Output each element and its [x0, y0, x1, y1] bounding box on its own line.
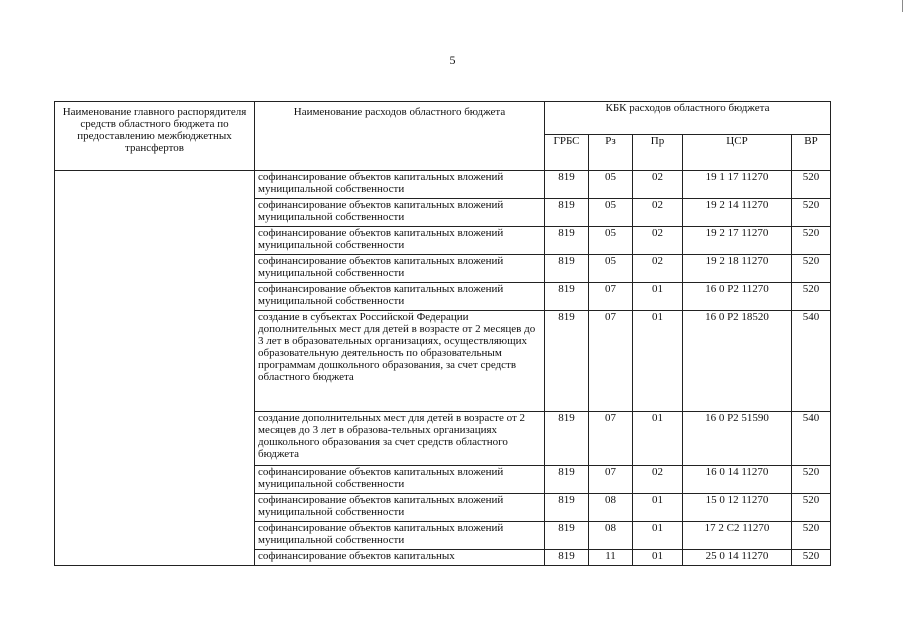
expense-name-cell: софинансирование объектов капитальных вложений муниципальной собственности [255, 171, 545, 199]
rz-cell: 11 [589, 550, 633, 566]
scan-edge-mark [902, 0, 903, 12]
pr-cell: 01 [633, 522, 683, 550]
header-recipient: Наименование главного распорядителя средств областного бюджета по предоставлению межбюджетных трансфертов [55, 102, 255, 171]
csr-cell: 25 0 14 11270 [683, 550, 792, 566]
grbs-cell: 819 [545, 466, 589, 494]
grbs-cell: 819 [545, 255, 589, 283]
header-expense-name: Наименование расходов областного бюджета [255, 102, 545, 171]
vr-cell: 520 [792, 227, 831, 255]
expense-name-cell: создание в субъектах Российской Федерации дополнительных мест для детей в возрасте от 2 месяцев до 3 лет в образовательных организациях, осуществляющих образовательную деятельность по образовательным программам дошкольного образования, за счет средств областного бюджета [255, 311, 545, 412]
vr-cell: 520 [792, 199, 831, 227]
vr-cell: 520 [792, 283, 831, 311]
grbs-cell: 819 [545, 522, 589, 550]
expense-name-cell: софинансирование объектов капитальных [255, 550, 545, 566]
csr-cell: 19 2 14 11270 [683, 199, 792, 227]
csr-cell: 19 2 17 11270 [683, 227, 792, 255]
grbs-cell: 819 [545, 199, 589, 227]
vr-cell: 540 [792, 412, 831, 466]
grbs-cell: 819 [545, 494, 589, 522]
csr-cell: 19 1 17 11270 [683, 171, 792, 199]
expense-name-cell: софинансирование объектов капитальных вложений муниципальной собственности [255, 283, 545, 311]
csr-cell: 16 0 P2 51590 [683, 412, 792, 466]
expense-name-cell: софинансирование объектов капитальных вложений муниципальной собственности [255, 199, 545, 227]
csr-cell: 16 0 P2 11270 [683, 283, 792, 311]
vr-cell: 540 [792, 311, 831, 412]
rz-cell: 05 [589, 199, 633, 227]
pr-cell: 02 [633, 171, 683, 199]
pr-cell: 02 [633, 227, 683, 255]
vr-cell: 520 [792, 466, 831, 494]
rz-cell: 08 [589, 522, 633, 550]
expense-name-cell: софинансирование объектов капитальных вложений муниципальной собственности [255, 227, 545, 255]
table-row [55, 171, 831, 199]
vr-cell: 520 [792, 494, 831, 522]
grbs-cell: 819 [545, 550, 589, 566]
budget-table [54, 101, 831, 566]
rz-cell: 07 [589, 466, 633, 494]
grbs-cell: 819 [545, 311, 589, 412]
grbs-cell: 819 [545, 171, 589, 199]
page-number: 5 [449, 53, 456, 67]
pr-cell: 01 [633, 550, 683, 566]
rz-cell: 08 [589, 494, 633, 522]
vr-cell: 520 [792, 171, 831, 199]
header-vr: ВР [792, 135, 831, 171]
pr-cell: 02 [633, 466, 683, 494]
expense-name-cell: софинансирование объектов капитальных вложений муниципальной собственности [255, 255, 545, 283]
csr-cell: 16 0 14 11270 [683, 466, 792, 494]
vr-cell: 520 [792, 550, 831, 566]
recipient-cell [55, 171, 255, 566]
header-pr: Пр [633, 135, 683, 171]
grbs-cell: 819 [545, 227, 589, 255]
pr-cell: 02 [633, 199, 683, 227]
csr-cell: 16 0 P2 18520 [683, 311, 792, 412]
pr-cell: 02 [633, 255, 683, 283]
header-kbk-group: КБК расходов областного бюджета [545, 102, 831, 135]
grbs-cell: 819 [545, 283, 589, 311]
csr-cell: 19 2 18 11270 [683, 255, 792, 283]
rz-cell: 07 [589, 283, 633, 311]
pr-cell: 01 [633, 283, 683, 311]
rz-cell: 05 [589, 255, 633, 283]
csr-cell: 17 2 C2 11270 [683, 522, 792, 550]
pr-cell: 01 [633, 311, 683, 412]
vr-cell: 520 [792, 522, 831, 550]
pr-cell: 01 [633, 412, 683, 466]
expense-name-cell: софинансирование объектов капитальных вложений муниципальной собственности [255, 494, 545, 522]
expense-name-cell: создание дополнительных мест для детей в возрасте от 2 месяцев до 3 лет в образова-тельных организациях дошкольного образования за счет средств областного бюджета [255, 412, 545, 466]
header-rz: Рз [589, 135, 633, 171]
pr-cell: 01 [633, 494, 683, 522]
rz-cell: 05 [589, 171, 633, 199]
header-csr: ЦСР [683, 135, 792, 171]
header-grbs: ГРБС [545, 135, 589, 171]
rz-cell: 07 [589, 412, 633, 466]
expense-name-cell: софинансирование объектов капитальных вложений муниципальной собственности [255, 522, 545, 550]
grbs-cell: 819 [545, 412, 589, 466]
csr-cell: 15 0 12 11270 [683, 494, 792, 522]
expense-name-cell: софинансирование объектов капитальных вложений муниципальной собственности [255, 466, 545, 494]
rz-cell: 05 [589, 227, 633, 255]
vr-cell: 520 [792, 255, 831, 283]
rz-cell: 07 [589, 311, 633, 412]
